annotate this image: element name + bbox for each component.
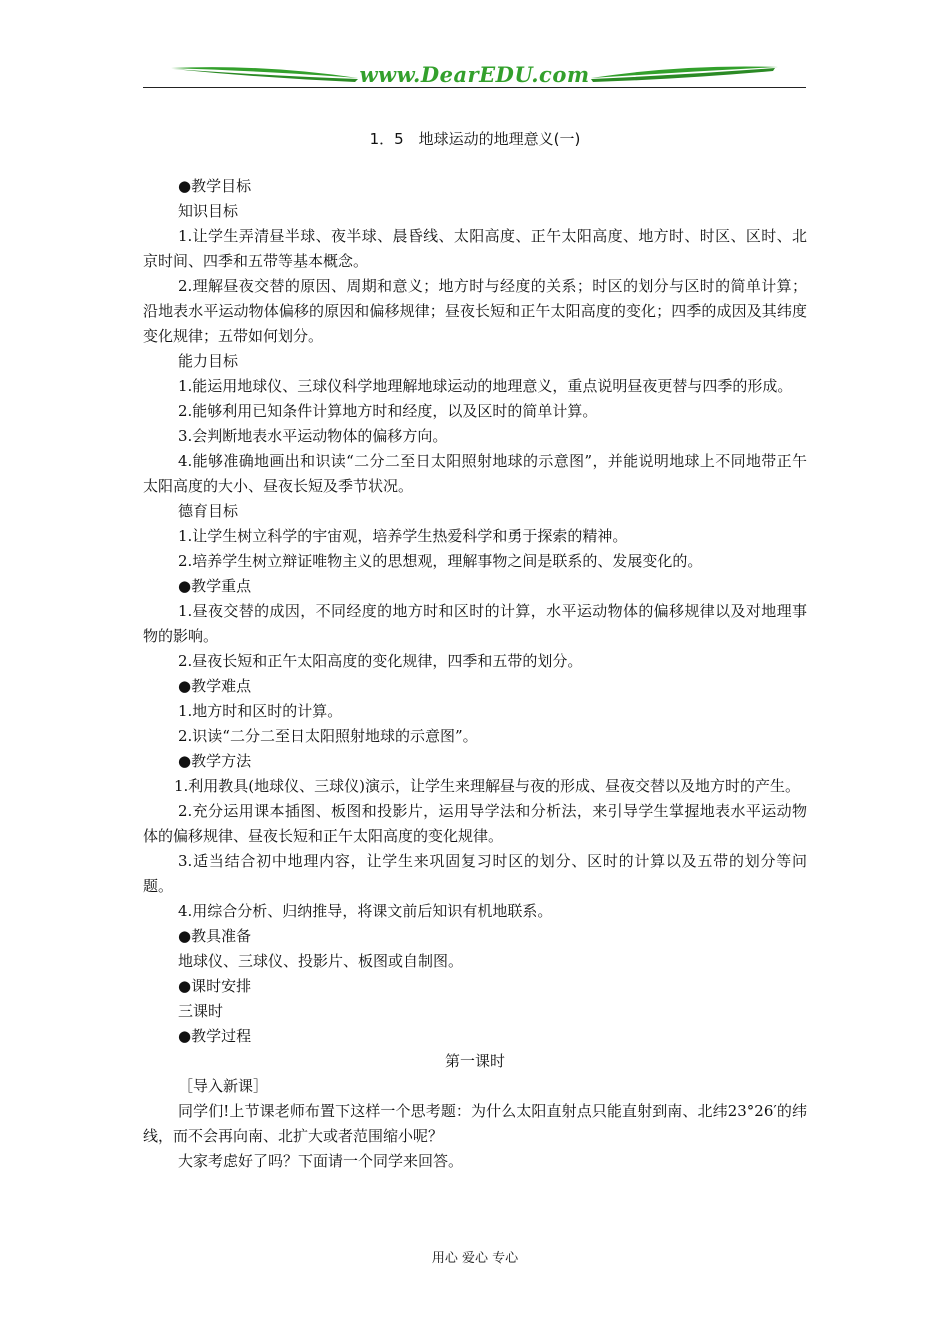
paragraph: 4.用综合分析、归纳推导，将课文前后知识有机地联系。 [178, 902, 553, 920]
paragraph: 大家考虑好了吗？下面请一个同学来回答。 [178, 1152, 464, 1170]
subheading: 德育目标 [178, 502, 239, 520]
section-heading: ●教具准备 [178, 927, 252, 945]
paragraph: 4.能够准确地画出和识读“二分二至日太阳照射地球的示意图”，并能说明地球上不同地带正午太阳高度的大小、昼夜长短及季节状况。 [143, 452, 807, 495]
header-divider [143, 87, 806, 88]
site-header [143, 58, 806, 90]
paragraph: 2.能够利用已知条件计算地方时和经度，以及区时的简单计算。 [178, 402, 598, 420]
section-heading: ●教学方法 [178, 752, 252, 770]
section-heading: ●教学重点 [178, 577, 252, 595]
section-heading: ●教学目标 [178, 177, 252, 195]
subheading: ［导入新课］ [178, 1077, 269, 1095]
paragraph: 1.昼夜交替的成因，不同经度的地方时和区时的计算，水平运动物体的偏移规律以及对地理事物的影响。 [143, 602, 807, 645]
paragraph: 3.会判断地表水平运动物体的偏移方向。 [178, 427, 448, 445]
page-title: 1．5 地球运动的地理意义(一) [369, 130, 581, 148]
paragraph: 2.培养学生树立辩证唯物主义的思想观，理解事物之间是联系的、发展变化的。 [178, 552, 703, 570]
page-footer: 用心 爱心 专心 [431, 1251, 519, 1266]
subheading: 知识目标 [178, 202, 239, 220]
section-heading: ●课时安排 [178, 977, 252, 995]
section-heading: ●教学难点 [178, 677, 252, 695]
paragraph: 2.理解昼夜交替的原因、周期和意义；地方时与经度的关系；时区的划分与区时的简单计算；沿地表水平运动物体偏移的原因和偏移规律；昼夜长短和正午太阳高度的变化；四季的成因及其纬度变化规律；五带如何划分。 [143, 277, 807, 345]
paragraph: 同学们!上节课老师布置下这样一个思考题：为什么太阳直射点只能直射到南、北纬23°26′的纬线，而不会再向南、北扩大或者范围缩小呢？ [143, 1102, 807, 1145]
paragraph: 1.让学生树立科学的宇宙观，培养学生热爱科学和勇于探索的精神。 [178, 527, 628, 545]
lesson-heading: 第一课时 [444, 1052, 505, 1070]
paragraph: 3.适当结合初中地理内容，让学生来巩固复习时区的划分、区时的计算以及五带的划分等问题。 [143, 852, 807, 895]
section-heading: ●教学过程 [178, 1027, 252, 1045]
paragraph: 地球仪、三球仪、投影片、板图或自制图。 [178, 952, 464, 970]
paragraph: 1.能运用地球仪、三球仪科学地理解地球运动的地理意义，重点说明昼夜更替与四季的形成。 [178, 377, 793, 395]
paragraph: 1.地方时和区时的计算。 [178, 702, 343, 720]
site-logo-text: www.DearEDU.com [359, 62, 590, 87]
paragraph: 2.识读“二分二至日太阳照射地球的示意图”。 [178, 727, 478, 745]
document-body [143, 174, 807, 1174]
paragraph: 1.利用教具(地球仪、三球仪)演示，让学生来理解昼与夜的形成、昼夜交替以及地方时的产生。 [174, 777, 801, 795]
paragraph: 三课时 [178, 1002, 224, 1020]
paragraph: 1.让学生弄清昼半球、夜半球、晨昏线、太阳高度、正午太阳高度、地方时、时区、区时、北京时间、四季和五带等基本概念。 [143, 227, 807, 270]
paragraph: 2.昼夜长短和正午太阳高度的变化规律，四季和五带的划分。 [178, 652, 583, 670]
paragraph: 2.充分运用课本插图、板图和投影片，运用导学法和分析法，来引导学生掌握地表水平运动物体的偏移规律、昼夜长短和正午太阳高度的变化规律。 [143, 802, 807, 845]
subheading: 能力目标 [178, 352, 239, 370]
